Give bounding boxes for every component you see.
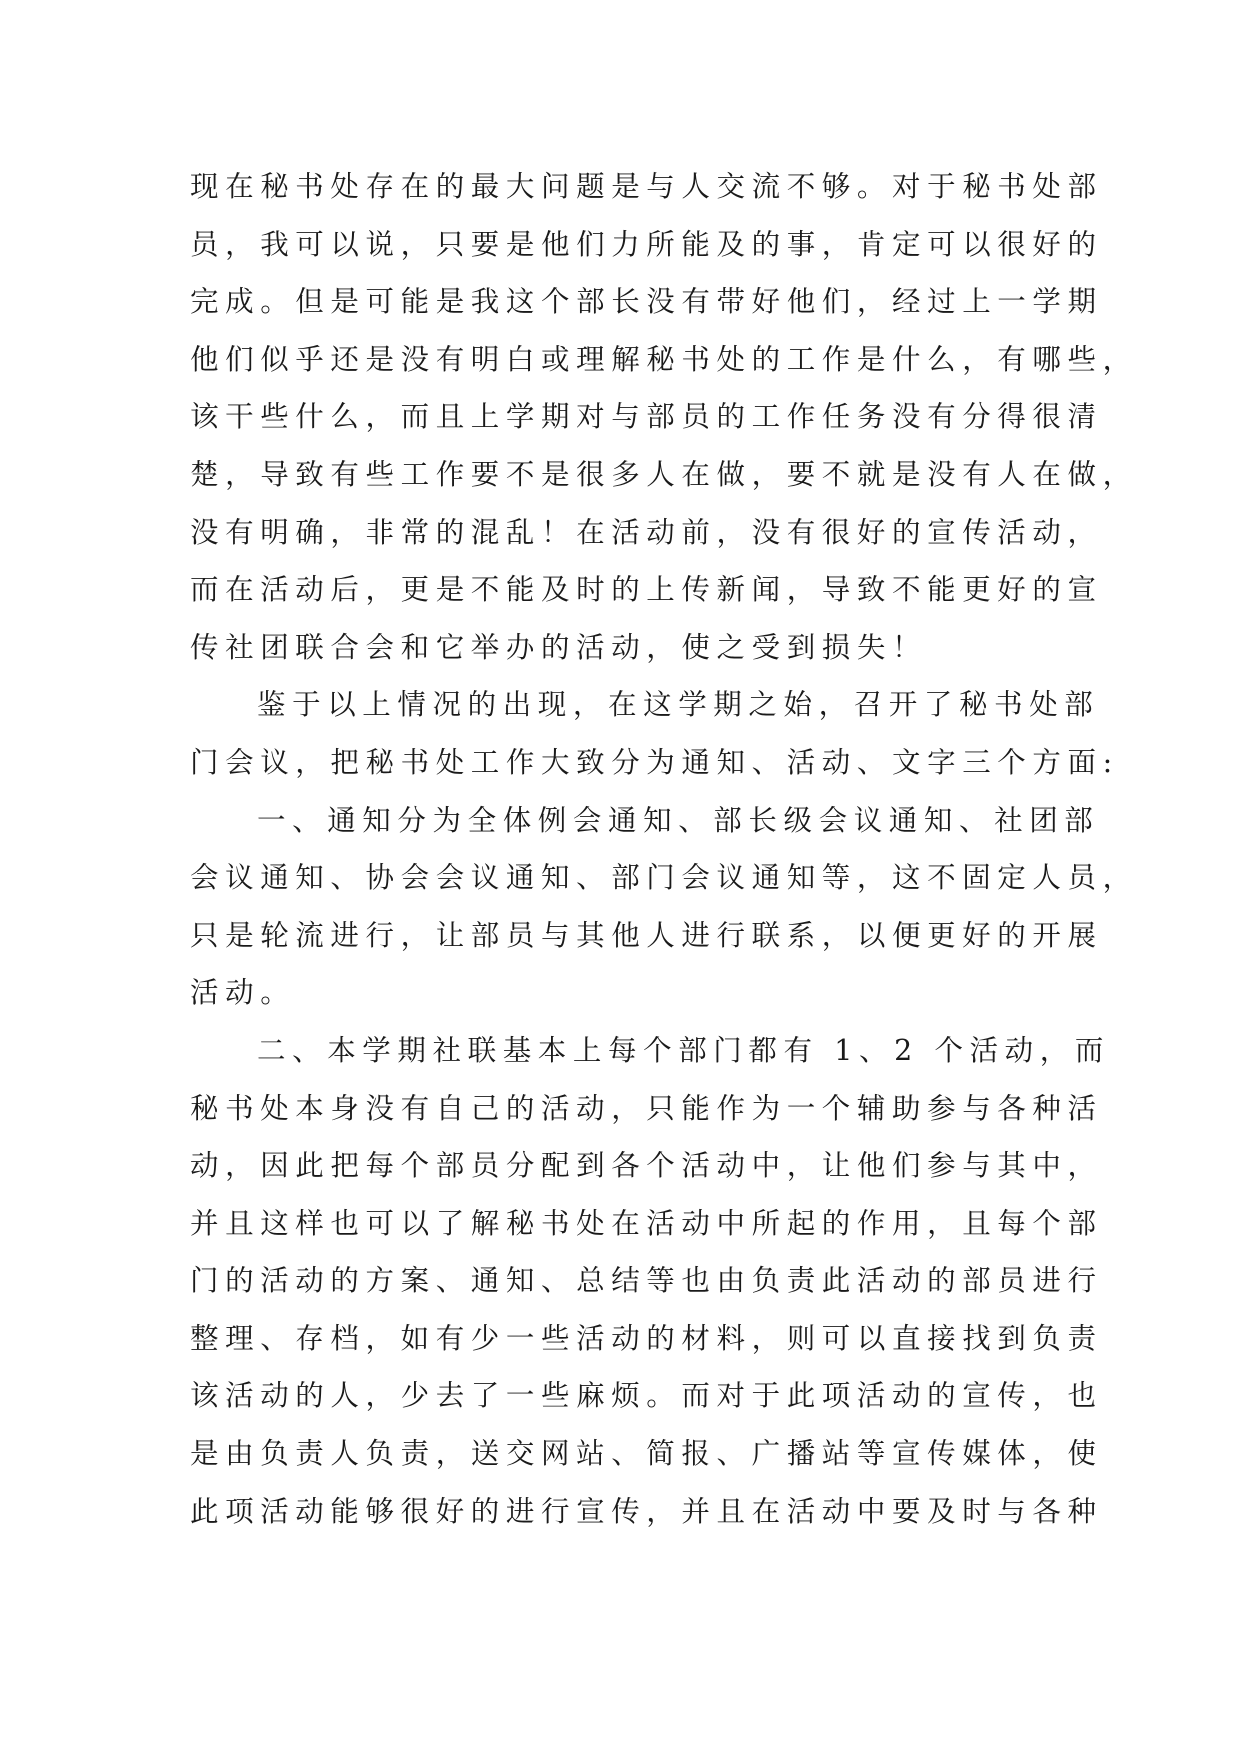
text-line: 该干些什么，而且上学期对与部员的工作任务没有分得很清 [190,400,1103,434]
text-line: 活动。 [190,976,296,1010]
text-line: 门会议，把秘书处工作大致分为通知、活动、文字三个方面: [190,745,1119,779]
text-line: 而在活动后，更是不能及时的上传新闻，导致不能更好的宣 [190,573,1103,607]
text-line: 整理、存档，如有少一些活动的材料，则可以直接找到负责 [190,1321,1103,1355]
text-line: 没有明确，非常的混乱！在活动前，没有很好的宣传活动， [190,515,1103,549]
text-line: 此项活动能够很好的进行宣传，并且在活动中要及时与各种 [190,1494,1103,1528]
text-line: 他们似乎还是没有明白或理解秘书处的工作是什么，有哪些， [190,342,1138,376]
text-line: 并且这样也可以了解秘书处在活动中所起的作用，且每个部 [190,1206,1103,1240]
paragraph-start-line: 一、通知分为全体例会通知、部长级会议通知、社团部 [257,803,1100,837]
text-line: 秘书处本身没有自己的活动，只能作为一个辅助参与各种活 [190,1091,1103,1125]
text-line: 员，我可以说，只要是他们力所能及的事，肯定可以很好的 [190,227,1103,261]
paragraph-start-line: 二、本学期社联基本上每个部门都有 1、2 个活动，而 [257,1033,1110,1067]
text-line: 是由负责人负责，送交网站、简报、广播站等宣传媒体，使 [190,1437,1103,1471]
text-line: 动，因此把每个部员分配到各个活动中，让他们参与其中， [190,1149,1103,1183]
text-line: 只是轮流进行，让部员与其他人进行联系，以便更好的开展 [190,918,1103,952]
text-line: 现在秘书处存在的最大问题是与人交流不够。对于秘书处部 [190,170,1103,203]
text-line: 传社团联合会和它举办的活动，使之受到损失！ [190,630,928,664]
text-line: 会议通知、协会会议通知、部门会议通知等，这不固定人员， [190,861,1138,895]
document-body [190,158,1138,1540]
text-line: 完成。但是可能是我这个部长没有带好他们，经过上一学期 [190,285,1103,319]
text-line: 该活动的人，少去了一些麻烦。而对于此项活动的宣传，也 [190,1379,1103,1413]
paragraph-start-line: 鉴于以上情况的出现，在这学期之始，召开了秘书处部 [257,688,1100,722]
text-line: 门的活动的方案、通知、总结等也由负责此活动的部员进行 [190,1264,1103,1298]
text-line: 楚，导致有些工作要不是很多人在做，要不就是没有人在做， [190,457,1138,491]
